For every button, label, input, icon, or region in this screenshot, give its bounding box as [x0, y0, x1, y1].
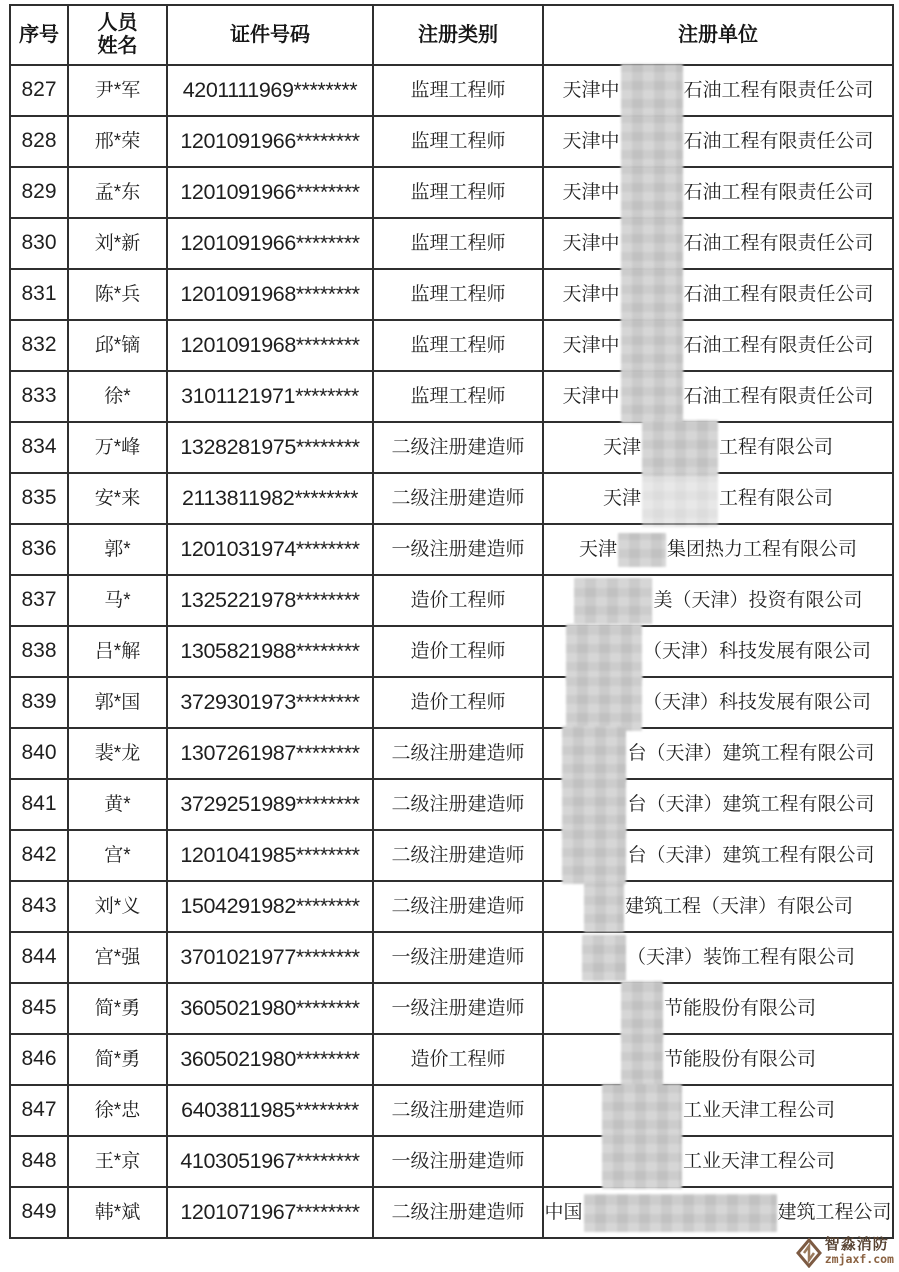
registration-unit-text: 天津中	[562, 181, 620, 203]
registration-category: 监理工程师	[410, 232, 506, 254]
redaction-blur	[621, 1032, 663, 1088]
person-name-cell	[69, 933, 166, 982]
header-id-number-label: 证件号码	[230, 23, 310, 46]
registration-category-cell	[374, 1137, 542, 1186]
id-number-cell	[168, 525, 372, 574]
registration-unit-text: 节能股份有限公司	[663, 1048, 816, 1070]
person-name-cell	[69, 1188, 166, 1237]
serial-number-cell	[11, 1188, 67, 1237]
id-number: 1201091966********	[180, 180, 360, 205]
id-number: 1201091968********	[180, 282, 360, 307]
serial-number: 830	[21, 231, 57, 255]
serial-number-cell	[11, 474, 67, 523]
id-number-cell	[168, 321, 372, 370]
registration-category-cell	[374, 984, 542, 1033]
registration-unit-cell	[544, 168, 892, 217]
registration-unit-text: 石油工程有限责任公司	[683, 232, 874, 254]
serial-number-cell	[11, 66, 67, 115]
id-number-cell	[168, 576, 372, 625]
serial-number-cell	[11, 525, 67, 574]
redaction-blur	[582, 935, 626, 981]
serial-number-cell	[11, 933, 67, 982]
id-number: 4103051967********	[180, 1149, 360, 1174]
id-number-cell	[168, 219, 372, 268]
person-name: 王*京	[94, 1150, 141, 1172]
id-number: 1201031974********	[180, 537, 360, 562]
id-number: 1325221978********	[180, 588, 360, 613]
registration-unit-cell	[544, 984, 892, 1033]
redaction-blur	[642, 420, 718, 476]
registration-unit-text: 石油工程有限责任公司	[683, 283, 874, 305]
id-number: 1201041985********	[180, 843, 360, 868]
header-person-name	[69, 6, 166, 64]
serial-number: 836	[21, 537, 57, 561]
serial-number-cell	[11, 882, 67, 931]
redaction-blur	[621, 268, 683, 321]
id-number-cell	[168, 1137, 372, 1186]
registration-unit-cell	[544, 1035, 892, 1084]
registration-unit-text: 工程有限公司	[719, 436, 834, 458]
id-number: 1328281975********	[180, 435, 360, 460]
serial-number: 844	[21, 945, 57, 969]
registration-category: 一级注册建造师	[391, 538, 525, 560]
serial-number: 842	[21, 843, 57, 867]
redaction-blur	[621, 981, 663, 1037]
registration-unit-text: 台（天津）建筑工程有限公司	[627, 742, 875, 764]
serial-number: 827	[21, 78, 57, 102]
id-number: 1201091968********	[180, 333, 360, 358]
registration-unit-text: 建筑工程公司	[777, 1201, 892, 1223]
person-name-cell	[69, 117, 166, 166]
registration-unit-text: 台（天津）建筑工程有限公司	[627, 844, 875, 866]
registration-unit-cell	[544, 678, 892, 727]
redaction-blur	[566, 675, 642, 731]
registration-category-cell	[374, 576, 542, 625]
serial-number-cell	[11, 321, 67, 370]
registration-category-cell	[374, 882, 542, 931]
person-name: 刘*义	[94, 895, 141, 917]
registration-unit-cell	[544, 627, 892, 676]
serial-number-cell	[11, 1035, 67, 1084]
id-number-cell	[168, 372, 372, 421]
serial-number: 840	[21, 741, 57, 765]
registration-unit-cell	[544, 780, 892, 829]
redaction-blur	[621, 217, 683, 270]
header-person-name-line2: 姓名	[97, 35, 138, 57]
redaction-blur	[621, 115, 683, 168]
serial-number-cell	[11, 1086, 67, 1135]
id-number: 1201091966********	[180, 231, 360, 256]
registration-category-cell	[374, 270, 542, 319]
registration-unit-text: 天津中	[562, 79, 620, 101]
redaction-blur	[562, 726, 626, 782]
registration-category: 造价工程师	[410, 640, 506, 662]
person-name: 马*	[104, 589, 131, 611]
registration-unit-cell	[544, 423, 892, 472]
person-name: 孟*东	[94, 181, 141, 203]
serial-number-cell	[11, 168, 67, 217]
serial-number-cell	[11, 372, 67, 421]
redaction-blur	[621, 64, 683, 117]
id-number: 2113811982********	[181, 486, 359, 511]
serial-number: 831	[21, 282, 57, 306]
person-name: 郭*国	[94, 691, 141, 713]
id-number-cell	[168, 117, 372, 166]
registration-unit-cell	[544, 270, 892, 319]
serial-number-cell	[11, 576, 67, 625]
serial-number: 843	[21, 894, 57, 918]
id-number-cell	[168, 678, 372, 727]
serial-number: 845	[21, 996, 57, 1020]
redaction-blur	[621, 166, 683, 219]
registration-category-cell	[374, 831, 542, 880]
registration-unit-text: 建筑工程（天津）有限公司	[624, 895, 853, 917]
redaction-blur	[642, 471, 718, 527]
person-name-cell	[69, 576, 166, 625]
registration-unit-text: 石油工程有限责任公司	[683, 385, 874, 407]
registration-category: 造价工程师	[410, 589, 506, 611]
registration-category: 一级注册建造师	[391, 997, 525, 1019]
person-name-cell	[69, 831, 166, 880]
id-number: 1504291982********	[180, 894, 360, 919]
id-number: 3729301973********	[180, 690, 360, 715]
registration-unit-text: 节能股份有限公司	[663, 997, 816, 1019]
serial-number: 846	[21, 1047, 57, 1071]
person-name: 陈*兵	[94, 283, 141, 305]
registration-category: 二级注册建造师	[391, 487, 525, 509]
person-name: 吕*解	[94, 640, 141, 662]
person-name-cell	[69, 729, 166, 778]
registration-unit-text: 石油工程有限责任公司	[683, 130, 874, 152]
id-number-cell	[168, 984, 372, 1033]
person-name-cell	[69, 780, 166, 829]
serial-number-cell	[11, 423, 67, 472]
serial-number: 848	[21, 1149, 57, 1173]
registration-unit-cell	[544, 117, 892, 166]
id-number: 6403811985********	[181, 1098, 359, 1123]
person-name-cell	[69, 168, 166, 217]
redaction-blur	[584, 882, 624, 932]
serial-number-cell	[11, 729, 67, 778]
person-name: 简*勇	[94, 1048, 141, 1070]
person-name-cell	[69, 1086, 166, 1135]
serial-number-cell	[11, 219, 67, 268]
registration-unit-cell	[544, 321, 892, 370]
serial-number: 833	[21, 384, 57, 408]
serial-number-cell	[11, 627, 67, 676]
registration-category: 造价工程师	[410, 691, 506, 713]
registration-unit-cell	[544, 219, 892, 268]
header-serial	[11, 6, 67, 64]
registration-category-cell	[374, 1035, 542, 1084]
person-name-cell	[69, 984, 166, 1033]
registration-category-cell	[374, 372, 542, 421]
id-number: 3701021977********	[180, 945, 360, 970]
registration-category-cell	[374, 219, 542, 268]
id-number: 3101121971********	[181, 384, 359, 409]
id-number-cell	[168, 168, 372, 217]
registration-unit-text: （天津）科技发展有限公司	[642, 640, 871, 662]
serial-number: 849	[21, 1200, 57, 1224]
registration-unit-cell	[544, 1137, 892, 1186]
registration-category: 监理工程师	[410, 283, 506, 305]
registration-category: 监理工程师	[410, 181, 506, 203]
header-serial-label: 序号	[19, 23, 59, 46]
person-name: 韩*斌	[94, 1201, 141, 1223]
header-registration-category	[374, 6, 542, 64]
serial-number: 838	[21, 639, 57, 663]
registration-category-cell	[374, 168, 542, 217]
serial-number-cell	[11, 678, 67, 727]
registration-category-cell	[374, 66, 542, 115]
person-name-cell	[69, 219, 166, 268]
id-number-cell	[168, 729, 372, 778]
registration-unit-text: 中国	[544, 1201, 583, 1223]
registration-category-cell	[374, 933, 542, 982]
id-number-cell	[168, 270, 372, 319]
serial-number: 835	[21, 486, 57, 510]
registration-unit-text: 工程有限公司	[719, 487, 834, 509]
watermark-brand: 智淼消防	[824, 1236, 889, 1253]
registration-unit-text: 天津中	[562, 283, 620, 305]
registration-unit-cell	[544, 66, 892, 115]
registration-unit-cell	[544, 525, 892, 574]
registration-category: 二级注册建造师	[391, 1099, 525, 1121]
person-name-cell	[69, 1035, 166, 1084]
id-number-cell	[168, 1035, 372, 1084]
registration-category-cell	[374, 627, 542, 676]
registration-unit-text: 美（天津）投资有限公司	[653, 589, 863, 611]
registration-unit-text: 天津中	[562, 385, 620, 407]
id-number-cell	[168, 627, 372, 676]
header-person-name-line1: 人员	[97, 12, 138, 34]
registration-category-cell	[374, 321, 542, 370]
id-number-cell	[168, 1086, 372, 1135]
person-name: 邢*荣	[94, 130, 141, 152]
registration-category: 一级注册建造师	[391, 1150, 525, 1172]
serial-number: 828	[21, 129, 57, 153]
id-number-cell	[168, 831, 372, 880]
redaction-blur	[562, 828, 626, 884]
registration-category-cell	[374, 525, 542, 574]
person-name: 徐*	[104, 385, 131, 407]
redaction-blur	[621, 319, 683, 372]
registration-unit-cell	[544, 831, 892, 880]
registration-unit-text: 天津	[602, 487, 641, 509]
registration-category-cell	[374, 1188, 542, 1237]
registration-category: 监理工程师	[410, 130, 506, 152]
person-name-cell	[69, 474, 166, 523]
watermark-text	[825, 1237, 894, 1266]
registration-unit-text: 天津中	[562, 334, 620, 356]
registration-category: 二级注册建造师	[391, 436, 525, 458]
id-number: 3729251989********	[180, 792, 360, 817]
id-number-cell	[168, 933, 372, 982]
registration-unit-text: （天津）装饰工程有限公司	[626, 946, 855, 968]
person-name-cell	[69, 372, 166, 421]
registration-category: 监理工程师	[410, 334, 506, 356]
serial-number: 839	[21, 690, 57, 714]
redaction-blur	[566, 624, 642, 680]
registration-unit-text: 天津	[602, 436, 641, 458]
registration-category: 造价工程师	[410, 1048, 506, 1070]
id-number-cell	[168, 474, 372, 523]
serial-number-cell	[11, 270, 67, 319]
registration-unit-cell	[544, 372, 892, 421]
registration-unit-cell	[544, 933, 892, 982]
id-number-cell	[168, 66, 372, 115]
registration-category-cell	[374, 678, 542, 727]
serial-number: 832	[21, 333, 57, 357]
person-name: 安*来	[94, 487, 141, 509]
registration-unit-text: 天津中	[562, 232, 620, 254]
person-name: 刘*新	[94, 232, 141, 254]
serial-number: 834	[21, 435, 57, 459]
registration-category-cell	[374, 117, 542, 166]
id-number: 1305821988********	[180, 639, 360, 664]
registration-unit-cell	[544, 1086, 892, 1135]
registration-category: 二级注册建造师	[391, 844, 525, 866]
registration-unit-cell	[544, 576, 892, 625]
person-name-cell	[69, 270, 166, 319]
serial-number-cell	[11, 1137, 67, 1186]
person-name-cell	[69, 627, 166, 676]
person-name-cell	[69, 678, 166, 727]
serial-number: 841	[21, 792, 57, 816]
serial-number: 837	[21, 588, 57, 612]
registration-unit-cell	[544, 882, 892, 931]
redaction-blur	[602, 1084, 682, 1138]
id-number: 3605021980********	[180, 996, 360, 1021]
header-registration-unit	[544, 6, 892, 64]
id-number: 1201071967********	[180, 1200, 360, 1225]
header-id-number	[168, 6, 372, 64]
registration-unit-text: 台（天津）建筑工程有限公司	[627, 793, 875, 815]
id-number: 1307261987********	[180, 741, 360, 766]
serial-number-cell	[11, 117, 67, 166]
registration-unit-text: 石油工程有限责任公司	[683, 181, 874, 203]
registration-category-cell	[374, 780, 542, 829]
id-number-cell	[168, 423, 372, 472]
serial-number-cell	[11, 984, 67, 1033]
person-name-cell	[69, 423, 166, 472]
registration-unit-text: 石油工程有限责任公司	[683, 334, 874, 356]
registration-category-cell	[374, 729, 542, 778]
person-name: 宫*	[104, 844, 131, 866]
person-name: 万*峰	[94, 436, 141, 458]
redaction-blur	[621, 370, 683, 423]
id-number-cell	[168, 780, 372, 829]
watermark	[796, 1237, 894, 1268]
id-number: 1201091966********	[180, 129, 360, 154]
person-name: 裴*龙	[94, 742, 141, 764]
registration-unit-text: （天津）科技发展有限公司	[642, 691, 871, 713]
registration-category: 二级注册建造师	[391, 793, 525, 815]
registration-unit-text: 工业天津工程公司	[682, 1099, 835, 1121]
person-name-cell	[69, 66, 166, 115]
redaction-blur	[562, 777, 626, 833]
id-number-cell	[168, 882, 372, 931]
id-number: 4201111969********	[182, 78, 358, 103]
registration-category: 一级注册建造师	[391, 946, 525, 968]
registration-category-cell	[374, 1086, 542, 1135]
person-name-cell	[69, 321, 166, 370]
person-name: 邱*镝	[94, 334, 141, 356]
redaction-blur	[584, 1194, 777, 1232]
registration-category: 二级注册建造师	[391, 1201, 525, 1223]
person-name: 宫*强	[94, 946, 141, 968]
person-name-cell	[69, 882, 166, 931]
registration-category: 二级注册建造师	[391, 742, 525, 764]
registration-unit-cell	[544, 474, 892, 523]
header-registration-category-label: 注册类别	[418, 23, 498, 46]
person-name: 郭*	[104, 538, 131, 560]
person-name: 徐*忠	[94, 1099, 141, 1121]
serial-number: 829	[21, 180, 57, 204]
watermark-domain: zmjaxf.com	[824, 1252, 894, 1266]
zhimiao-logo-icon	[796, 1238, 822, 1268]
person-name-cell	[69, 525, 166, 574]
person-name-cell	[69, 1137, 166, 1186]
registration-unit-text: 集团热力工程有限公司	[667, 538, 858, 560]
registration-category: 二级注册建造师	[391, 895, 525, 917]
registration-unit-text: 天津	[578, 538, 617, 560]
registration-category-cell	[374, 474, 542, 523]
registration-category: 监理工程师	[410, 79, 506, 101]
person-name: 简*勇	[94, 997, 141, 1019]
header-registration-unit-label: 注册单位	[678, 23, 758, 46]
person-name: 黄*	[104, 793, 131, 815]
id-number: 3605021980********	[180, 1047, 360, 1072]
registration-unit-text: 工业天津工程公司	[682, 1150, 835, 1172]
serial-number-cell	[11, 780, 67, 829]
serial-number-cell	[11, 831, 67, 880]
redaction-blur	[618, 533, 666, 567]
serial-number: 847	[21, 1098, 57, 1122]
id-number-cell	[168, 1188, 372, 1237]
registration-category-cell	[374, 423, 542, 472]
registration-unit-text: 天津中	[562, 130, 620, 152]
redaction-blur	[602, 1135, 682, 1189]
registration-unit-cell	[544, 1188, 892, 1237]
redaction-blur	[574, 578, 652, 624]
registration-unit-cell	[544, 729, 892, 778]
registration-unit-text: 石油工程有限责任公司	[683, 79, 874, 101]
registration-category: 监理工程师	[410, 385, 506, 407]
person-name: 尹*军	[94, 79, 141, 101]
personnel-table	[9, 4, 894, 1239]
